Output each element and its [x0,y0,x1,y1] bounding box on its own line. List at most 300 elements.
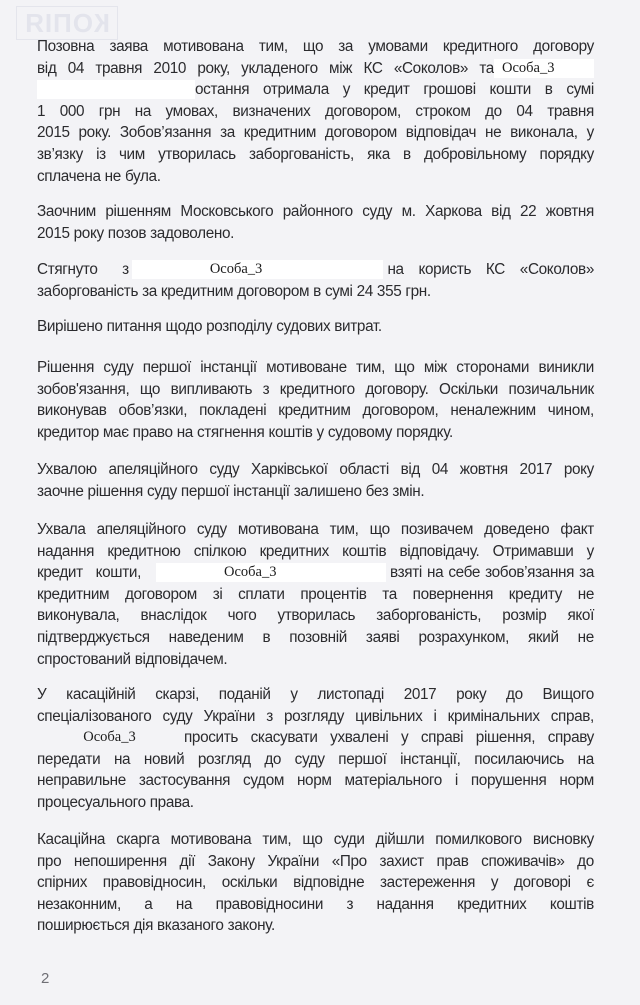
word: 22 [520,203,537,220]
word: себе [448,564,481,582]
word: не [104,167,121,185]
word: утворилась [158,145,236,163]
word: кредитних [259,542,329,560]
word: суду [103,359,134,376]
word: залишено [293,482,362,500]
text-line [37,627,594,649]
word: касаційній [66,686,136,703]
text-line [37,58,594,80]
word: Стягнуто [37,261,98,278]
text-segment [37,259,129,281]
word: кредитною [107,542,181,560]
word: скарга [116,831,160,848]
word: кредитним [278,402,351,420]
word: заборгованість [37,282,139,300]
page-number: 2 [41,970,50,987]
word: Оскільки [439,380,499,398]
text-segment [37,562,141,584]
word: 2010 [153,59,187,77]
word: взяті [390,564,422,582]
redaction-box: Особа_3 [156,563,386,582]
word: передати [37,750,101,768]
word: за [142,282,157,300]
word: не [485,124,502,142]
word: якої [567,607,594,625]
paragraph-first-instance-reasons [37,357,594,443]
word: до [264,750,282,768]
word: та [479,59,494,77]
word: грошові [423,81,476,99]
word: тим, [262,831,292,848]
word: застосування [138,772,231,790]
word: «Соколов» [393,59,469,77]
word: цивільних [355,707,423,725]
word: кошти [489,81,531,99]
word: виконала, [510,124,578,142]
word: кредитного [442,38,518,55]
text-line [37,316,594,338]
word: питання [106,318,162,335]
word: У [37,686,47,703]
text-line [37,357,594,379]
word: Вищого [542,686,594,703]
word: «Про [331,852,367,870]
redaction-box: Особа_3 [132,260,384,279]
word: 24 [356,282,373,300]
word: оскільки [221,874,278,892]
word: розгляду [283,707,345,725]
word: в [313,282,321,300]
word: утворилась [277,607,356,625]
word: обов’язки, [118,402,188,420]
word: КС [363,59,383,77]
text-segment [390,562,594,584]
word: апеляційного [108,461,198,478]
word: виконував [37,402,107,420]
word: у [586,124,594,142]
text-line [37,379,594,401]
word: строком [415,102,471,120]
word: виникли [538,359,594,376]
word: сумі [566,81,594,99]
word: покладені [199,402,267,420]
word: порядку. [396,423,453,441]
word: року [563,461,594,478]
word: який [528,628,559,646]
word: процентів [300,585,367,603]
word: суду [162,707,193,725]
word: надання [376,895,434,913]
word: остання [195,81,250,99]
word: про [37,852,62,870]
text-line [37,541,594,563]
word: змін. [392,482,425,500]
word: 2015 [37,224,70,242]
word: заяві [365,628,400,646]
word: поданій [218,686,271,703]
word: зв’язку [37,145,83,163]
word: договором [237,282,310,300]
word: у [400,729,409,747]
word: рішенням [105,203,171,220]
word: правовідносин, [102,874,206,892]
copy-stamp-watermark: КОПІЯ [16,6,118,40]
redaction-box: Особа_3 [83,729,136,746]
word: відповідачу. [399,542,480,560]
word: року [73,224,104,242]
word: від [400,461,421,478]
word: що [394,359,415,376]
word: судовому [327,423,393,441]
text-segment [184,727,594,749]
word: у [316,423,324,441]
word: застереження [380,874,476,892]
text-segment [387,259,594,281]
word: Московського [180,203,274,220]
word: неналежним [450,402,536,420]
text-line [37,792,594,814]
word: процесуального [37,793,146,811]
word: позовній [289,628,347,646]
word: скарзі, [155,686,199,703]
word: Харківської [250,461,328,478]
word: позичальник [508,380,594,398]
word: дія [133,917,154,935]
word: доведено [484,521,550,538]
word: 355 [376,282,402,300]
word: сумі [324,282,353,300]
word: на [387,261,404,278]
word: розрахунком, [418,628,510,646]
text-line [37,749,594,771]
word: 1 [37,102,46,120]
word: мотивована [237,521,319,538]
word: від [491,203,511,220]
word: в [262,628,271,646]
word: за [220,124,235,142]
word: виконувала, [37,607,120,625]
word: 000 [59,102,85,120]
word: та [382,585,397,603]
word: між [329,59,353,77]
word: кошти, [95,564,141,582]
word: визначених [232,102,311,120]
text-line [37,201,594,223]
word: без [365,482,389,500]
word: першої [142,359,191,376]
word: скасувати [250,729,318,747]
word: вказаного [157,917,224,935]
text-line [37,519,594,541]
word: договору. [365,380,429,398]
text-line [37,281,594,303]
word: районного [282,203,353,220]
paragraph-recovered [37,259,594,302]
text-line [37,223,594,245]
word: суду [209,461,240,478]
text-line [37,481,594,503]
word: право [132,423,173,441]
word: суду [196,521,227,538]
word: жовтня [459,461,508,478]
word: порушення [470,772,547,790]
word: судових [276,318,331,335]
word: дії [179,852,196,870]
word: заочне [37,482,84,500]
word: чином, [547,402,594,420]
word: тим, [329,521,359,538]
word: до [577,852,594,870]
word: коштів [268,423,313,441]
word: кримінальних [447,707,540,725]
word: умовами [368,38,428,55]
text-segment [37,58,494,80]
word: рішення [87,482,143,500]
word: кредитним [243,124,317,142]
word: спростований [37,650,131,668]
word: витрат. [334,318,382,335]
text-line [37,562,594,584]
word: заява [109,38,148,55]
word: із [96,145,106,163]
word: суду [146,482,177,500]
word: чого [227,607,257,625]
word: мотивована [163,38,244,55]
text-line [37,872,594,894]
text-line [37,727,594,749]
word: кредиту [508,585,562,603]
paragraph-appeal-ruling [37,459,594,502]
word: у [290,686,298,703]
text-line [37,584,594,606]
text-line [37,259,594,281]
paragraph-cassation-appeal [37,684,594,814]
word: Позовна [37,38,95,55]
word: області [339,461,389,478]
word: суду [294,750,325,768]
word: першої [338,750,387,768]
word: що [139,380,161,398]
word: кредитним [160,282,234,300]
word: на [134,102,152,120]
word: зі [212,585,223,603]
word: Касаційна [37,831,106,848]
word: щодо [165,318,203,335]
word: 04 [516,102,533,120]
word: в [544,81,553,99]
word: Рішення [37,359,95,376]
word: до [485,102,502,120]
word: від [37,59,57,77]
word: суду [362,203,393,220]
word: з [262,380,270,398]
word: порядку [539,145,594,163]
word: справі [420,729,464,747]
word: жовтня [545,203,594,220]
word: незаконним, [37,895,121,913]
word: першої [180,482,230,500]
word: зобов'язання, [37,380,130,398]
text-line [37,829,594,851]
word: мотивоване [266,359,347,376]
word: Закону [207,852,255,870]
word: КС [485,261,505,278]
word: і [433,707,437,725]
word: сплачена [37,167,101,185]
word: на [175,895,193,913]
word: не [577,628,594,646]
word: тим, [356,359,385,376]
word: за [338,38,354,55]
word: між [423,359,447,376]
word: договорі [513,874,571,892]
word: до [506,686,523,703]
word: ухвалені [330,729,389,747]
word: кредит [363,81,410,99]
word: поширюється [37,917,130,935]
word: яка [367,145,390,163]
word: України [267,852,320,870]
word: дійшли [375,831,425,848]
word: заборгованість, [248,145,354,163]
word: є [586,874,594,892]
word: розмір [502,607,547,625]
text-line [37,79,594,101]
word: року. [78,124,112,142]
word: внаслідок [140,607,207,625]
word: тим, [258,38,288,55]
word: коштів [549,895,594,913]
word: суди [333,831,365,848]
word: добровільному [423,145,527,163]
word: прав [436,852,469,870]
paragraph-default-judgment [37,201,594,244]
word: зобов’язання [485,564,575,582]
word: року, [197,59,230,77]
word: договором [124,585,197,603]
redaction-box [37,80,195,99]
word: споживачів» [481,852,565,870]
word: сторонами [456,359,530,376]
word: кредитного [279,380,355,398]
text-line [37,851,594,873]
word: Ухвалою [37,461,97,478]
word: 2017 [519,461,553,478]
word: у [586,542,594,560]
word: укладеного [241,59,318,77]
word: спілкою [193,542,247,560]
word: умовах, [165,102,218,120]
word: грн [98,102,121,120]
word: має [102,423,129,441]
word: кредитних [457,895,527,913]
word: посилаючись [474,750,565,768]
word: кредитор [37,423,99,441]
text-line [37,166,594,188]
word: висновку [532,831,594,848]
word: у [342,81,350,99]
word: апеляційного [96,521,186,538]
word: наведеним [168,628,244,646]
word: договором [324,124,397,142]
text-line [37,144,594,166]
word: 2017 [403,686,437,703]
text-line [37,684,594,706]
word: Харкова [425,203,482,220]
word: розподілу [206,318,273,335]
word: 2015 [37,124,70,142]
word: договору [533,38,594,55]
word: року [456,686,487,703]
word: стягнення [196,423,265,441]
word: договором, [324,102,401,120]
word: закону. [227,917,275,935]
word: заборгованість, [376,607,482,625]
word: спеціалізованого [37,707,152,725]
word: неправильне [37,772,126,790]
word: задоволено. [150,224,235,242]
word: договором, [362,402,439,420]
word: Отримавши [492,542,574,560]
word: спірних [37,874,88,892]
word: на [427,564,444,582]
word: помилкового [435,831,522,848]
word: м. [401,203,416,220]
word: «Соколов» [519,261,594,278]
word: факт [560,521,594,538]
text-line [37,649,594,671]
word: не [577,585,594,603]
text-line [37,101,594,123]
word: інстанції [200,359,257,376]
word: грн. [405,282,431,300]
word: листопаді [317,686,384,703]
text-line [37,770,594,792]
word: повернення [412,585,494,603]
word: з [346,895,354,913]
word: що [302,38,324,55]
word: просить [184,729,239,747]
word: позивачем [400,521,474,538]
word: матеріального [344,772,442,790]
word: випливають [170,380,253,398]
word: справу [547,729,594,747]
word: Зобов’язання [119,124,212,142]
word: у [490,874,499,892]
word: в [403,145,411,163]
word: мотивована [170,831,252,848]
text-line [37,605,594,627]
word: права. [149,793,194,811]
word: норм [559,772,594,790]
word: справ, [550,707,594,725]
text-line [37,400,594,422]
word: відповідне [293,874,365,892]
word: сплати [238,585,285,603]
word: що [369,521,390,538]
redaction-box: Особа_3 [494,59,594,78]
word: з [122,261,129,278]
text-line [37,459,594,481]
word: на [577,750,594,768]
paragraph-appeal-reasons [37,519,594,670]
word: України [203,707,256,725]
paragraph-costs [37,316,594,338]
word: і [454,772,458,790]
word: новий [143,750,185,768]
word: підтверджується [37,628,150,646]
word: правовідносини [215,895,324,913]
